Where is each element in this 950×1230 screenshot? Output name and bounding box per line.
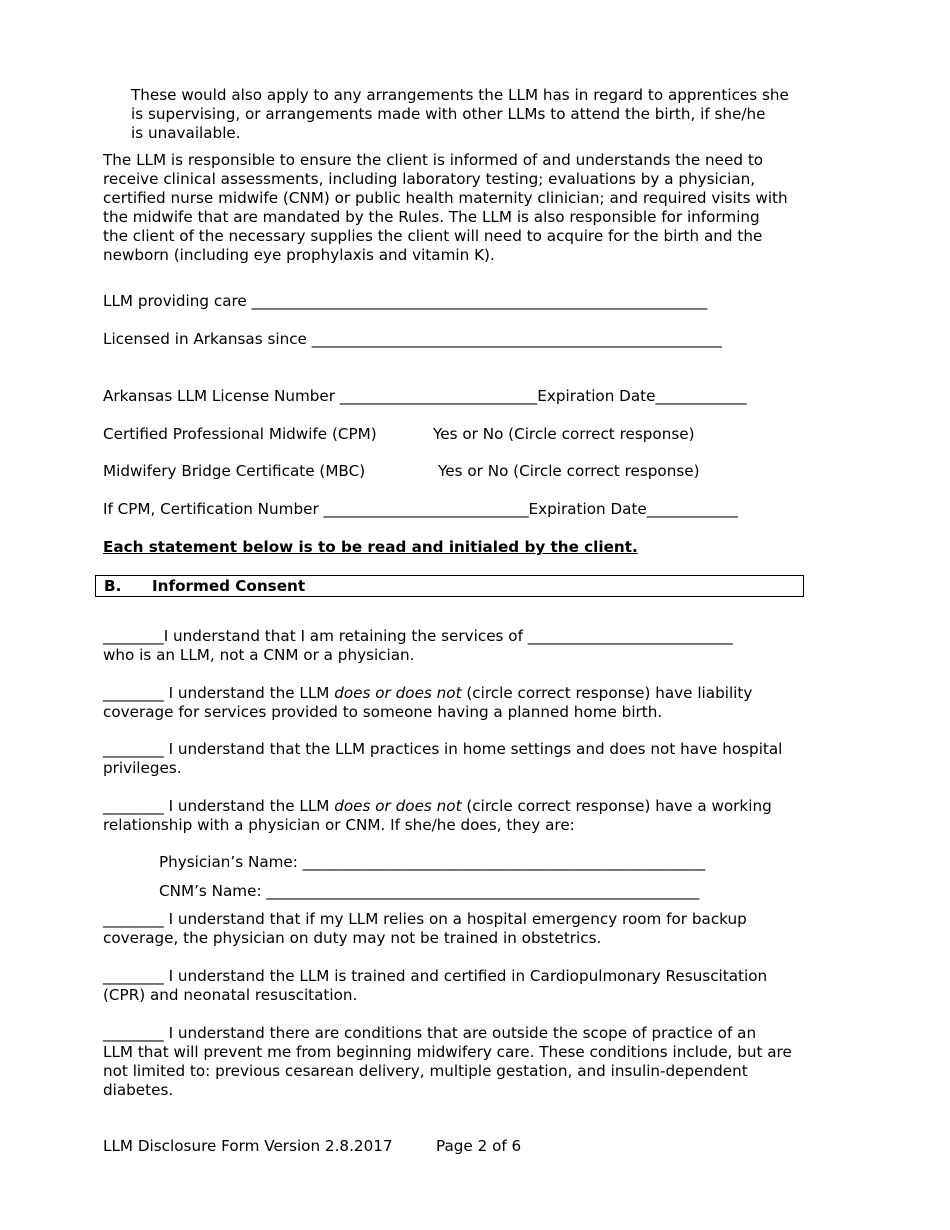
circle-option-text[interactable]: does or does not [334, 684, 462, 702]
license-number-field[interactable]: Arkansas LLM License Number __________________________Expiration Date____________ [103, 387, 747, 405]
mbc-label: Midwifery Bridge Certificate (MBC) [103, 462, 366, 480]
statement-emergency-room[interactable] [103, 910, 747, 948]
text-segment: (circle correct response) have a working [461, 797, 772, 815]
text-line: relationship with a physician or CNM. If she/he does, they are: [103, 816, 575, 834]
llm-providing-care-field[interactable]: LLM providing care ____________________________________________________________ [103, 292, 708, 310]
section-b-header [95, 575, 804, 597]
statement-liability-coverage[interactable] [103, 684, 752, 722]
circle-option-text[interactable]: does or does not [334, 797, 462, 815]
intro-indented-paragraph [131, 86, 789, 143]
statement-home-settings[interactable] [103, 740, 782, 778]
cpm-certification-number-field[interactable]: If CPM, Certification Number ___________________________Expiration Date____________ [103, 500, 738, 518]
text-line: certified nurse midwife (CNM) or public health maternity clinician; and required visits with [103, 189, 788, 207]
footer-form-version: LLM Disclosure Form Version 2.8.2017 [103, 1137, 393, 1155]
text-line: ________ I understand there are conditions that are outside the scope of practice of an [103, 1024, 757, 1042]
section-letter: B. [104, 577, 122, 595]
text-line [103, 797, 772, 816]
text-line: ________ I understand that the LLM practices in home settings and does not have hospital [103, 740, 783, 758]
section-title: Informed Consent [152, 577, 306, 595]
text-line: not limited to: previous cesarean delivery, multiple gestation, and insulin-dependent [103, 1062, 748, 1080]
statement-cpr-certified[interactable] [103, 967, 767, 1005]
mbc-choice[interactable]: Yes or No (Circle correct response) [438, 462, 700, 480]
text-line: is unavailable. [131, 124, 241, 142]
footer-page-number: Page 2 of 6 [436, 1137, 522, 1155]
text-segment: ________ I understand the LLM [103, 797, 335, 815]
text-segment: (circle correct response) have liability [461, 684, 753, 702]
text-line: privileges. [103, 759, 182, 777]
physician-name-field[interactable]: Physician’s Name: _____________________________________________________ [159, 853, 706, 871]
statement-scope-of-practice[interactable] [103, 1024, 792, 1100]
instruction-heading: Each statement below is to be read and initialed by the client. [103, 538, 638, 556]
text-line: coverage, the physician on duty may not be trained in obstetrics. [103, 929, 602, 947]
text-line: receive clinical assessments, including laboratory testing; evaluations by a physician, [103, 170, 756, 188]
text-line: is supervising, or arrangements made with other LLMs to attend the birth, if she/he [131, 105, 766, 123]
text-line: newborn (including eye prophylaxis and vitamin K). [103, 246, 495, 264]
licensed-since-field[interactable]: Licensed in Arkansas since ______________________________________________________ [103, 330, 722, 348]
responsibility-paragraph [103, 151, 788, 265]
text-line: ________I understand that I am retaining the services of ___________________________ [103, 627, 733, 645]
text-line: who is an LLM, not a CNM or a physician. [103, 646, 415, 664]
text-line: the midwife that are mandated by the Rules. The LLM is also responsible for informing [103, 208, 760, 226]
text-line: These would also apply to any arrangements the LLM has in regard to apprentices she [131, 86, 789, 104]
cpm-choice[interactable]: Yes or No (Circle correct response) [433, 425, 695, 443]
text-line: the client of the necessary supplies the client will need to acquire for the birth and the [103, 227, 763, 245]
text-line [103, 684, 752, 703]
text-segment: ________ I understand the LLM [103, 684, 335, 702]
text-line: The LLM is responsible to ensure the client is informed of and understands the need to [103, 151, 764, 169]
text-line: diabetes. [103, 1081, 174, 1099]
text-line: LLM that will prevent me from beginning midwifery care. These conditions include, but are [103, 1043, 792, 1061]
cnm-name-field[interactable]: CNM’s Name: _________________________________________________________ [159, 882, 700, 900]
text-line: coverage for services provided to someone having a planned home birth. [103, 703, 663, 721]
statement-retaining-services[interactable] [103, 627, 733, 665]
text-line: (CPR) and neonatal resuscitation. [103, 986, 358, 1004]
text-line: ________ I understand that if my LLM relies on a hospital emergency room for backup [103, 910, 747, 928]
cpm-label: Certified Professional Midwife (CPM) [103, 425, 377, 443]
statement-working-relationship[interactable] [103, 797, 772, 835]
text-line: ________ I understand the LLM is trained and certified in Cardiopulmonary Resuscitation [103, 967, 768, 985]
